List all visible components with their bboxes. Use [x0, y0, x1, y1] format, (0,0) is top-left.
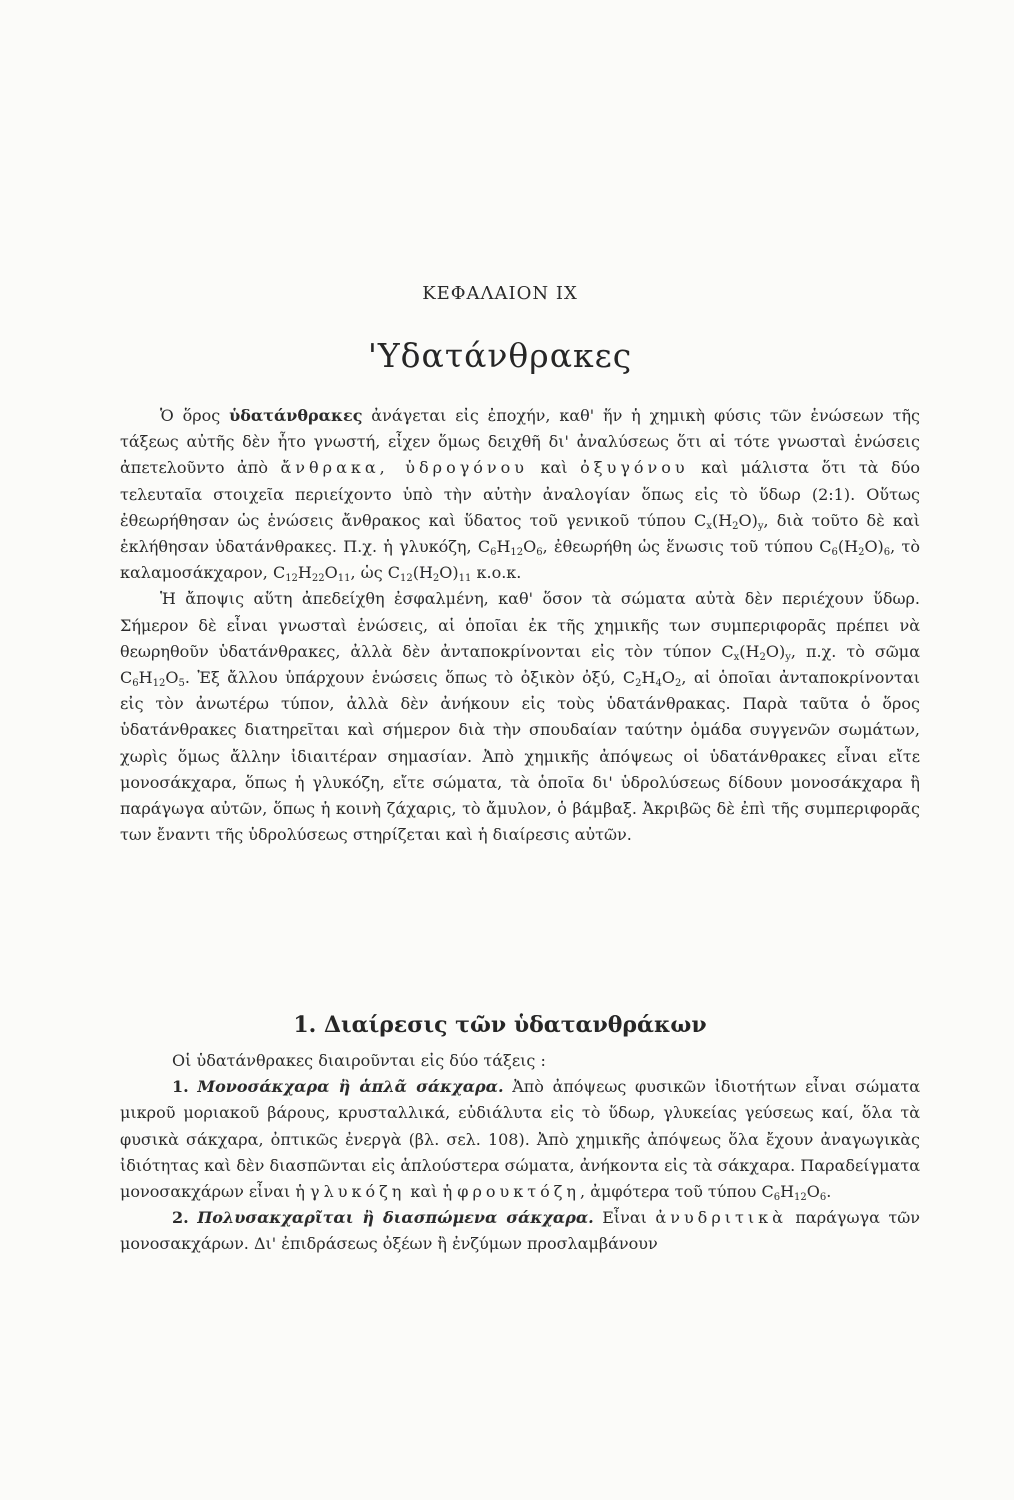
class-1-paragraph: 1. Μονοσάκχαρα ἢ ἁπλᾶ σάκχαρα. Ἀπὸ ἀπόψεως φυσικῶν ἰδιοτήτων εἶναι σώματα μικροῦ μοριακοῦ βάρους, κρυσταλλικά, εὐδιάλυτα εἰς τὸ ὕδωρ, γλυκείας γεύσεως καί, ὅλα τὰ φυσικὰ σάκχαρα, ὀπτικῶς ἐνεργὰ (βλ. σελ. 108). Ἀπὸ χημικῆς ἀπόψεως ὅλα ἔχουν ἀναγωγικὰς ἰδιότητας καὶ δὲν διασπῶνται εἰς ἁπλούστερα σώματα, ἀνήκοντα εἰς τὰ σάκχαρα. Παραδείγματα μονοσακχάρων εἶναι ἡ γλυκόζη καὶ ἡ φρουκτόζη, ἀμφότερα τοῦ τύπου $C_6H_{12}O_6$.	[120, 1077, 921, 1204]
spaced-term: γλυκόζη	[310, 1182, 406, 1202]
section-intro: Οἱ ὑδατάνθρακες διαιροῦνται εἰς δύο τάξεις :	[172, 1051, 546, 1070]
spaced-term: φρουκτόζη	[457, 1182, 580, 1202]
chapter-title: 'Υδατάνθρακες	[367, 336, 633, 375]
section-text	[120, 1048, 920, 1258]
chapter-heading: ΚΕΦΑΛΑΙΟΝ IX	[422, 283, 578, 304]
spaced-term: ἀνυδριτικὰ	[655, 1208, 787, 1228]
term-highlight: ὑδατάνθρακες	[229, 406, 363, 425]
class-1-heading: Μονοσάκχαρα ἢ ἁπλᾶ σάκχαρα.	[197, 1077, 504, 1097]
intro-paragraph-1: Ὁ ὅρος ὑδατάνθρακες ἀνάγεται εἰς ἐποχήν, καθ' ἥν ἡ χημικὴ φύσις τῶν ἑνώσεων τῆς τάξεως αὐτῆς δὲν ἦτο γνωστή, εἶχεν ὅμως δειχθῆ δι' ἀναλύσεως ὅτι αἱ τότε γνωσταὶ ἑνώσεις ἀπετελοῦντο ἀπὸ ἄνθρακα, ὑδρογόνου καὶ ὀξυγόνου καὶ μάλιστα ὅτι τὰ δύο τελευταῖα στοιχεῖα περιείχοντο ὑπὸ τὴν αὐτὴν ἀναλογίαν ὅπως εἰς τὸ ὕδωρ (2:1). Οὕτως ἐθεωρήθησαν ὡς ἑνώσεις ἄνθρακος καὶ ὕδατος τοῦ γενικοῦ τύπου $C_x(H_2O)_y$, διὰ τοῦτο δὲ καὶ ἐκλήθησαν ὑδατάνθρακες. Π.χ. ἡ γλυκόζη, $C_6H_{12}O_6$, ἐθεωρήθη ὡς ἕνωσις τοῦ τύπου $C_6(H_2O)_6$, τὸ καλαμοσάκχαρον, $C_{12}H_{22}O_{11}$, ὡς $C_{12}(H_2O)_{11}$ κ.ο.κ.	[120, 406, 921, 585]
spaced-term: ἄνθρακα, ὑδρογόνου	[280, 458, 528, 478]
spaced-term: ὀξυγόνου	[580, 458, 689, 478]
intro-paragraph-2: Ἡ ἄποψις αὕτη ἀπεδείχθη ἐσφαλμένη, καθ' ὅσον τὰ σώματα αὐτὰ δὲν περιέχουν ὕδωρ. Σήμερον δὲ εἶναι γνωσταὶ ἑνώσεις, αἱ ὁποῖαι ἐκ τῆς χημικῆς των συμπεριφορᾶς πρέπει νὰ θεωρηθοῦν ὑδατάνθρακες, ἀλλὰ δὲν ἀνταποκρίνονται εἰς τὸν τύπον $C_x(H_2O)_y$, π.χ. τὸ σῶμα $C_6H_{12}O_5$. Ἐξ ἄλλου ὑπάρχουν ἑνώσεις ὅπως τὸ ὀξικὸν ὀξύ, $C_2H_4O_2$, αἱ ὁποῖαι ἀνταποκρίνονται εἰς τὸν ἀνωτέρω τύπον, ἀλλὰ δὲν ἀνήκουν εἰς τοὺς ὑδατάνθρακας. Παρὰ ταῦτα ὁ ὅρος ὑδατάνθρακες διατηρεῖται καὶ σήμερον διὰ τὴν σπουδαίαν ταύτην ὁμάδα συγγενῶν σωμάτων, χωρὶς ὅμως ἄλλην ἰδιαιτέραν σημασίαν. Ἀπὸ χημικῆς ἀπόψεως οἱ ὑδατάνθρακες εἶναι εἴτε μονοσάκχαρα, ὅπως ἡ γλυκόζη, εἴτε σώματα, τὰ ὁποῖα δι' ὑδρολύσεως δίδουν μονοσάκχαρα ἢ παράγωγα αὐτῶν, ὅπως ἡ κοινὴ ζάχαρις, τὸ ἄμυλον, ὁ βάμβαξ. Ἀκριβῶς δὲ ἐπὶ τῆς συμπεριφορᾶς των ἔναντι τῆς ὑδρολύσεως στηρίζεται καὶ ἡ διαίρεσις αὐτῶν.	[120, 589, 920, 845]
class-2-paragraph: 2. Πολυσακχαρῖται ἢ διασπώμενα σάκχαρα. Εἶναι ἀνυδριτικὰ παράγωγα τῶν μονοσακχάρων. Δι' ἐπιδράσεως ὀξέων ἢ ἐνζύμων προσλαμβάνουν	[120, 1208, 920, 1254]
class-2-heading: Πολυσακχαρῖται ἢ διασπώμενα σάκχαρα.	[197, 1208, 594, 1228]
intro-text	[120, 403, 920, 848]
section-heading: 1. Διαίρεσις τῶν ὑδατανθράκων	[293, 1012, 707, 1038]
